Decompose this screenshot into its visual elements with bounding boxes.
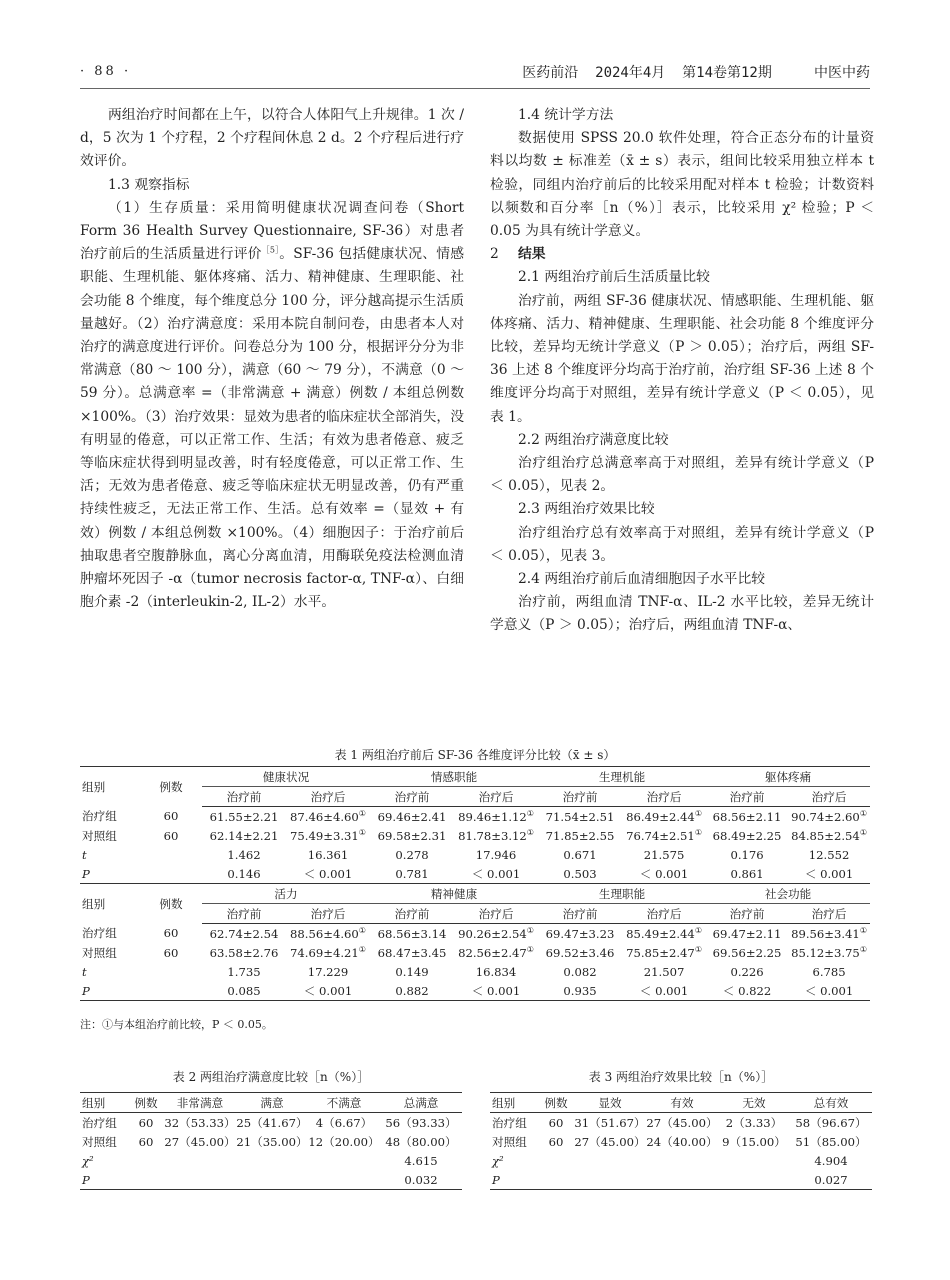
table1-pre-header: 治疗前: [370, 787, 454, 807]
section-heading: 2.1 两组治疗前后生活质量比较: [518, 269, 710, 286]
table-cell: [454, 924, 538, 944]
table1-pre-header: 治疗前: [202, 787, 286, 807]
table3-column-header: 组别: [490, 1093, 538, 1113]
significance-mark: ①: [358, 925, 366, 935]
header-rule: [80, 88, 870, 89]
table-cell: 51（85.00）: [795, 1134, 867, 1149]
table-cell: 62.74±2.54: [209, 926, 279, 941]
table-cell: [128, 1151, 164, 1170]
section-heading: 2.2 两组治疗满意度比较: [518, 431, 669, 448]
table-cell: 60: [138, 1134, 154, 1149]
paragraph-text: （1）生存质量：采用简明健康状况调查问卷（Short Form 36 Health Survey Questionnaire, SF-36）对患者治疗前后的生活质量进行评价: [80, 199, 464, 263]
table-cell: [718, 1151, 790, 1170]
table1-col-n: 例数: [140, 767, 202, 807]
table1-dimension-header: 情感职能: [370, 767, 538, 787]
cell-value: 85.12±3.75: [791, 945, 860, 960]
table2-column-header: 满意: [236, 1093, 308, 1113]
significance-mark: ①: [358, 827, 366, 837]
table-cell: ＜ 0.001: [788, 981, 870, 1001]
table1-header-row: [80, 767, 870, 787]
table-cell: [788, 807, 870, 827]
table-cell: [788, 943, 870, 962]
table-cell: 68.56±3.14: [377, 926, 447, 941]
significance-mark: ①: [694, 925, 702, 935]
table1-dimension-header: 生理机能: [538, 767, 706, 787]
table1-pre-header: 治疗前: [538, 787, 622, 807]
table-cell: 58（96.67）: [795, 1115, 867, 1130]
table3-column-header: 显效: [574, 1093, 646, 1113]
table1-col-group: 组别: [80, 884, 140, 924]
table-cell: 27（45.00）: [574, 1134, 646, 1149]
table-cell: 69.56±2.25: [712, 945, 782, 960]
table-cell: 62.14±2.21: [209, 828, 279, 843]
section-heading: 2.3 两组治疗效果比较: [518, 501, 655, 518]
table-cell: 0.278: [395, 847, 429, 862]
cell-value: 74.69±4.21: [290, 945, 359, 960]
right-column: [490, 104, 874, 638]
table-cell: 0.935: [538, 981, 622, 1001]
table1-post-header: 治疗后: [454, 904, 538, 924]
significance-mark: ①: [859, 808, 867, 818]
cell-value: 90.74±2.60: [791, 809, 860, 824]
table-cell: 21.507: [643, 964, 685, 979]
table-cell: [574, 1151, 646, 1170]
table-cell: [286, 924, 370, 944]
table-cell: [286, 826, 370, 845]
table-cell: χ²: [492, 1153, 504, 1168]
paragraph: 治疗前，两组血清 TNF-α、IL-2 水平比较，差异无统计学意义（P ＞ 0.05）；治疗后，两组血清 TNF-α、: [490, 594, 874, 634]
table2-column-header: 例数: [128, 1093, 164, 1113]
table-cell: 25（41.67）: [236, 1115, 308, 1130]
table-cell: 69.47±2.11: [712, 926, 782, 941]
cell-value: 88.56±4.60: [290, 926, 359, 941]
section-title: 结果: [518, 246, 546, 263]
table-cell: χ²: [82, 1153, 94, 1168]
table-cell: [718, 1170, 790, 1190]
table1-sf36-scores: [80, 766, 870, 1001]
table1-dimension-header: 生理职能: [538, 884, 706, 904]
table-cell: 56（93.33）: [385, 1115, 457, 1130]
table-cell: 63.58±2.76: [209, 945, 279, 960]
significance-mark: ①: [526, 808, 534, 818]
table-row: [80, 1132, 462, 1151]
table-cell: 治疗组: [82, 1115, 117, 1130]
table-cell: [574, 1170, 646, 1190]
cell-value: 86.49±2.44: [626, 809, 695, 824]
table-cell: 0.671: [563, 847, 597, 862]
table-cell: 32（53.33）: [164, 1115, 236, 1130]
table-cell: 12.552: [808, 847, 850, 862]
significance-mark: ①: [358, 808, 366, 818]
table1-post-header: 治疗后: [788, 787, 870, 807]
table-cell: [622, 924, 706, 944]
row-label: t: [82, 847, 87, 862]
table-cell: 16.834: [475, 964, 517, 979]
table-cell: 68.47±3.45: [377, 945, 447, 960]
paragraph: 治疗前，两组 SF-36 健康状况、情感职能、生理机能、躯体疼痛、活力、精神健康、生理职能、社会功能 8 个维度评分比较，差异均无统计学意义（P ＞ 0.05）；治疗后，两组 SF-36 上述 8 个维度评分均高于治疗前，治疗组 SF-36 上述 8 个维度评分均高于对照组，差异有统计学意义（P ＜ 0.05），见表 1。: [490, 292, 874, 425]
table1-dimension-header: 躯体疼痛: [706, 767, 870, 787]
table1-col-n: 例数: [140, 884, 202, 924]
table-cell: ＜ 0.001: [286, 864, 370, 884]
table-cell: 0.032: [380, 1170, 462, 1190]
table-cell: 0.882: [370, 981, 454, 1001]
table-cell: 4.904: [814, 1153, 848, 1168]
table-cell: 1.735: [227, 964, 261, 979]
row-n: [140, 981, 202, 1001]
table1-pre-header: 治疗前: [370, 904, 454, 924]
row-label: 治疗组: [82, 809, 117, 824]
cell-value: 75.49±3.31: [290, 828, 359, 843]
cell-value: 89.46±1.12: [458, 809, 527, 824]
table-cell: 治疗组: [492, 1115, 527, 1130]
table2-caption: 表 2 两组治疗满意度比较［n（%）］: [172, 1070, 370, 1084]
table-row: [80, 1113, 462, 1133]
table-cell: ＜ 0.001: [622, 981, 706, 1001]
table-cell: 1.462: [227, 847, 261, 862]
significance-mark: ①: [694, 944, 702, 954]
table-cell: ＜ 0.001: [454, 981, 538, 1001]
table1-pre-header: 治疗前: [706, 787, 788, 807]
table1-dimension-header: 精神健康: [370, 884, 538, 904]
table1-post-header: 治疗后: [286, 787, 370, 807]
table-cell: 0.146: [202, 864, 286, 884]
table-cell: 69.58±2.31: [377, 828, 447, 843]
table-cell: [308, 1151, 380, 1170]
section-heading: 2.4 两组治疗前后血清细胞因子水平比较: [518, 571, 766, 588]
table1-pre-header: 治疗前: [538, 904, 622, 924]
journal-info: 医药前沿 2024年4月 第14卷第12期 中医中药: [522, 65, 870, 81]
table-cell: 24（40.00）: [646, 1134, 718, 1149]
table-cell: ＜ 0.822: [706, 981, 788, 1001]
left-column: [80, 104, 464, 614]
table-cell: [646, 1170, 718, 1190]
paragraph: 两组治疗时间都在上午，以符合人体阳气上升规律。1 次 / d，5 次为 1 个疗程，2 个疗程间休息 2 d。2 个疗程后进行疗效评价。: [80, 107, 464, 170]
table-cell: 4.615: [404, 1153, 438, 1168]
table-cell: 60: [548, 1115, 564, 1130]
table-cell: 69.46±2.41: [377, 809, 447, 824]
table-cell: 0.861: [706, 864, 788, 884]
table-cell: 12（20.00）: [308, 1134, 380, 1149]
table-cell: ＜ 0.001: [454, 864, 538, 884]
table-cell: 17.229: [307, 964, 349, 979]
paragraph: 治疗组治疗总有效率高于对照组，差异有统计学意义（P ＜ 0.05），见表 3。: [490, 524, 874, 564]
table-cell: [308, 1170, 380, 1190]
table-cell: 0.149: [395, 964, 429, 979]
table-cell: 17.946: [475, 847, 517, 862]
table-cell: 60: [548, 1134, 564, 1149]
table2-column-header: 非常满意: [164, 1093, 236, 1113]
table-row: [80, 1170, 462, 1190]
table-cell: 4（6.67）: [315, 1115, 373, 1130]
table-cell: [454, 826, 538, 845]
table-cell: [454, 943, 538, 962]
table-cell: 68.56±2.11: [712, 809, 782, 824]
table1-post-header: 治疗后: [286, 904, 370, 924]
table-cell: [236, 1151, 308, 1170]
table-cell: ＜ 0.001: [622, 864, 706, 884]
table3-efficacy: [490, 1092, 872, 1190]
cell-value: 84.85±2.54: [791, 828, 860, 843]
table-cell: ＜ 0.001: [286, 981, 370, 1001]
table-row: [80, 826, 870, 845]
table-cell: [538, 1170, 574, 1190]
table1-post-header: 治疗后: [788, 904, 870, 924]
table-cell: 对照组: [492, 1134, 527, 1149]
table1-dimension-header: 健康状况: [202, 767, 370, 787]
table1-pre-header: 治疗前: [202, 904, 286, 924]
cell-value: 87.46±4.60: [290, 809, 359, 824]
table-cell: [622, 943, 706, 962]
cell-value: 75.85±2.47: [626, 945, 695, 960]
table-cell: 9（15.00）: [722, 1134, 786, 1149]
cell-value: 85.49±2.44: [626, 926, 695, 941]
table-cell: [128, 1170, 164, 1190]
table1-dimension-header: 社会功能: [706, 884, 870, 904]
paragraph: 治疗组治疗总满意率高于对照组，差异有统计学意义（P ＜ 0.05），见表 2。: [490, 455, 874, 495]
cell-value: 81.78±3.12: [458, 828, 527, 843]
table-cell: [164, 1170, 236, 1190]
table1-pre-header: 治疗前: [706, 904, 788, 924]
table-row: [80, 1151, 462, 1170]
row-n: [140, 962, 202, 981]
table-cell: [646, 1151, 718, 1170]
paragraph-text: 。SF-36 包括健康状况、情感职能、生理机能、躯体疼痛、活力、精神健康、生理职能、社会功能 8 个维度，每个维度总分 100 分，评分越高提示生活质量越好。（2）治疗满意度：采用本院自制问卷，由患者本人对治疗的满意度进行评价。问卷总分为 100 分，根据评分分为非常满意（80 ～ 100 分），满意（60 ～ 79 分），不满意（0 ～ 59 分）。总满意率 =（非常满意 + 满意）例数 / 本组总例数 ×100%。（3）治疗效果：显效为患者的临床症状全部消失，没有明显的倦意，可以正常工作、生活；有效为患者倦意、疲乏等临床症状得到明显改善，时有轻度倦意，可以正常工作、生活；无效为患者倦意、疲乏等临床症状无明显改善，仍有严重持续性疲乏，无法正常工作、生活。总有效率 =（显效 + 有效）例数 / 本组总例数 ×100%。（4）细胞因子：于治疗前后抽取患者空腹静脉血，离心分离血清，用酶联免疫法检测血清肿瘤坏死因子 -α（tumor necrosis factor-α, TNF-α）、白细胞介素 -2（interleukin-2, IL-2）水平。: [80, 246, 465, 611]
cell-value: 90.26±2.54: [458, 926, 527, 941]
cell-value: 76.74±2.51: [626, 828, 695, 843]
table1-post-header: 治疗后: [622, 904, 706, 924]
table-cell: ＜ 0.001: [788, 864, 870, 884]
table-cell: [236, 1170, 308, 1190]
table-cell: 6.785: [812, 964, 846, 979]
table-cell: 60: [138, 1115, 154, 1130]
table-cell: 0.027: [790, 1170, 872, 1190]
table-cell: 68.49±2.25: [712, 828, 782, 843]
table-cell: 48（80.00）: [385, 1134, 457, 1149]
table1-col-group: 组别: [80, 767, 140, 807]
significance-mark: ①: [859, 827, 867, 837]
table3-column-header: 无效: [718, 1093, 790, 1113]
table2-header-row: [80, 1093, 462, 1113]
table2-column-header: 不满意: [308, 1093, 380, 1113]
cell-value: 89.56±3.41: [791, 926, 860, 941]
table-cell: 69.52±3.46: [545, 945, 615, 960]
paragraph: 数据使用 SPSS 20.0 软件处理，符合正态分布的计量资料以均数 ± 标准差（x̄ ± s）表示，组间比较采用独立样本 t 检验，同组内治疗前后的比较采用配对样本 t 检验；计数资料以频数和百分率［n（%）］表示，比较采用 χ² 检验；P ＜ 0.05 为具有统计学意义。: [490, 130, 874, 240]
table1-note: 注：①与本组治疗前比较，P ＜ 0.05。: [80, 1018, 273, 1031]
significance-mark: ①: [859, 925, 867, 935]
table-cell: [788, 826, 870, 845]
significance-mark: ①: [526, 925, 534, 935]
table-cell: 61.55±2.21: [209, 809, 279, 824]
table2-column-header: 总满意: [380, 1093, 462, 1113]
table-row: [80, 962, 870, 981]
table-cell: [286, 807, 370, 827]
section-number: 2: [490, 246, 499, 263]
paragraph: [80, 197, 464, 615]
row-n: [140, 845, 202, 864]
row-label: P: [80, 864, 140, 884]
citation-ref: ［5］: [261, 245, 280, 255]
table-cell: 21.575: [643, 847, 685, 862]
table-cell: 2（3.33）: [725, 1115, 783, 1130]
table-row: [490, 1132, 872, 1151]
table-cell: [788, 924, 870, 944]
section-heading: [490, 243, 874, 266]
row-label: 治疗组: [82, 926, 117, 941]
table3-column-header: 例数: [538, 1093, 574, 1113]
table1-header-row: [80, 884, 870, 904]
table2-column-header: 组别: [80, 1093, 128, 1113]
table-cell: [622, 807, 706, 827]
cell-value: 82.56±2.47: [458, 945, 527, 960]
table-cell: 27（45.00）: [646, 1115, 718, 1130]
table-row: [80, 943, 870, 962]
table-row: [490, 1170, 872, 1190]
significance-mark: ①: [694, 827, 702, 837]
row-n: [140, 864, 202, 884]
table1-dimension-header: 活力: [202, 884, 370, 904]
table-row: [80, 981, 870, 1001]
row-n: 60: [163, 945, 179, 960]
significance-mark: ①: [358, 944, 366, 954]
table-row: [490, 1113, 872, 1133]
significance-mark: ①: [526, 827, 534, 837]
row-n: 60: [163, 926, 179, 941]
table3-column-header: 有效: [646, 1093, 718, 1113]
significance-mark: ①: [859, 944, 867, 954]
table-cell: [164, 1151, 236, 1170]
table-cell: 16.361: [307, 847, 349, 862]
section-heading: 1.3 观察指标: [108, 176, 190, 193]
table-cell: 71.85±2.55: [545, 828, 615, 843]
table3-header-row: [490, 1093, 872, 1113]
row-label: t: [82, 964, 87, 979]
table-row: [80, 845, 870, 864]
table-cell: 0.503: [538, 864, 622, 884]
section-heading: 1.4 统计学方法: [518, 107, 614, 123]
table-cell: P: [80, 1170, 128, 1190]
table-cell: 0.082: [563, 964, 597, 979]
table-row: [490, 1151, 872, 1170]
table-row: [80, 807, 870, 827]
table-cell: 31（51.67）: [574, 1115, 646, 1130]
table3-caption: 表 3 两组治疗效果比较［n（%）］: [588, 1070, 774, 1084]
row-n: 60: [163, 809, 179, 824]
table3-column-header: 总有效: [790, 1093, 872, 1113]
table2-satisfaction: [80, 1092, 462, 1190]
table-cell: 27（45.00）: [164, 1134, 236, 1149]
row-label: 对照组: [82, 945, 117, 960]
table-row: [80, 924, 870, 944]
table-cell: 21（35.00）: [236, 1134, 308, 1149]
page-header: [80, 62, 870, 86]
significance-mark: ①: [694, 808, 702, 818]
table-cell: 0.176: [730, 847, 764, 862]
table-cell: 0.085: [202, 981, 286, 1001]
table1-caption: 表 1 两组治疗前后 SF-36 各维度评分比较（x̄ ± s）: [334, 748, 616, 762]
table-cell: [286, 943, 370, 962]
table1-post-header: 治疗后: [454, 787, 538, 807]
table-cell: P: [490, 1170, 538, 1190]
table-cell: [622, 826, 706, 845]
row-n: 60: [163, 828, 179, 843]
page-number: · 88 ·: [80, 64, 132, 79]
row-label: 对照组: [82, 828, 117, 843]
table1-post-header: 治疗后: [622, 787, 706, 807]
table-cell: 69.47±3.23: [545, 926, 615, 941]
table-row: [80, 864, 870, 884]
table-cell: 对照组: [82, 1134, 117, 1149]
table-cell: 0.781: [370, 864, 454, 884]
table-cell: [454, 807, 538, 827]
table-cell: 71.54±2.51: [545, 809, 615, 824]
table-cell: 0.226: [730, 964, 764, 979]
table-cell: [538, 1151, 574, 1170]
row-label: P: [80, 981, 140, 1001]
significance-mark: ①: [526, 944, 534, 954]
